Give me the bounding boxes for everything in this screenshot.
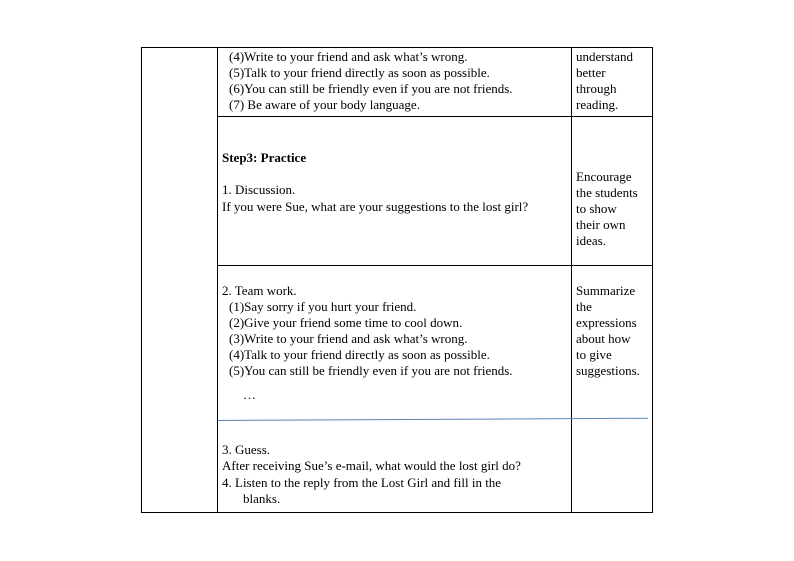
teamwork-title: 2. Team work. — [222, 283, 297, 298]
row1-purpose: understand — [576, 49, 634, 64]
row-divider-2 — [217, 265, 653, 266]
row2-purpose: the students — [576, 185, 638, 200]
teamwork-line: (4)Talk to your friend directly as soon as possible. — [229, 347, 490, 362]
row1-line: (4)Write to your friend and ask what’s wrong. — [229, 49, 468, 64]
discussion-title: 1. Discussion. — [222, 182, 296, 197]
row2-purpose: their own — [576, 217, 626, 232]
teamwork-ellipsis: … — [243, 387, 256, 402]
row3-purpose: suggestions. — [576, 363, 640, 378]
row2-purpose: ideas. — [576, 233, 606, 248]
listen-item: 4. Listen to the reply from the Lost Girl and fill in the — [222, 475, 502, 490]
row3-purpose: about how — [576, 331, 631, 346]
row3-purpose: the — [576, 299, 592, 314]
row3-purpose: Summarize — [576, 283, 636, 298]
teamwork-line: (2)Give your friend some time to cool down. — [229, 315, 463, 330]
row2-purpose: to show — [576, 201, 617, 216]
row1-purpose: better — [576, 65, 606, 80]
row1-line: (6)You can still be friendly even if you are not friends. — [229, 81, 513, 96]
row-divider-1 — [217, 116, 653, 117]
teamwork-line: (5)You can still be friendly even if you are not friends. — [229, 363, 513, 378]
row1-purpose: reading. — [576, 97, 619, 112]
discussion-question: If you were Sue, what are your suggestions to the lost girl? — [222, 199, 529, 214]
listen-item-continued: blanks. — [243, 491, 281, 506]
row2-purpose: Encourage — [576, 169, 632, 184]
teamwork-line: (3)Write to your friend and ask what’s wrong. — [229, 331, 468, 346]
row1-purpose: through — [576, 81, 617, 96]
teamwork-line: (1)Say sorry if you hurt your friend. — [229, 299, 417, 314]
guess-title: 3. Guess. — [222, 442, 271, 457]
row1-line: (5)Talk to your friend directly as soon as possible. — [229, 65, 490, 80]
step3-heading: Step3: Practice — [222, 150, 307, 165]
row3-purpose: expressions — [576, 315, 637, 330]
row3-purpose: to give — [576, 347, 612, 362]
row1-line: (7) Be aware of your body language. — [229, 97, 420, 112]
guess-question: After receiving Sue’s e-mail, what would the lost girl do? — [222, 458, 521, 473]
